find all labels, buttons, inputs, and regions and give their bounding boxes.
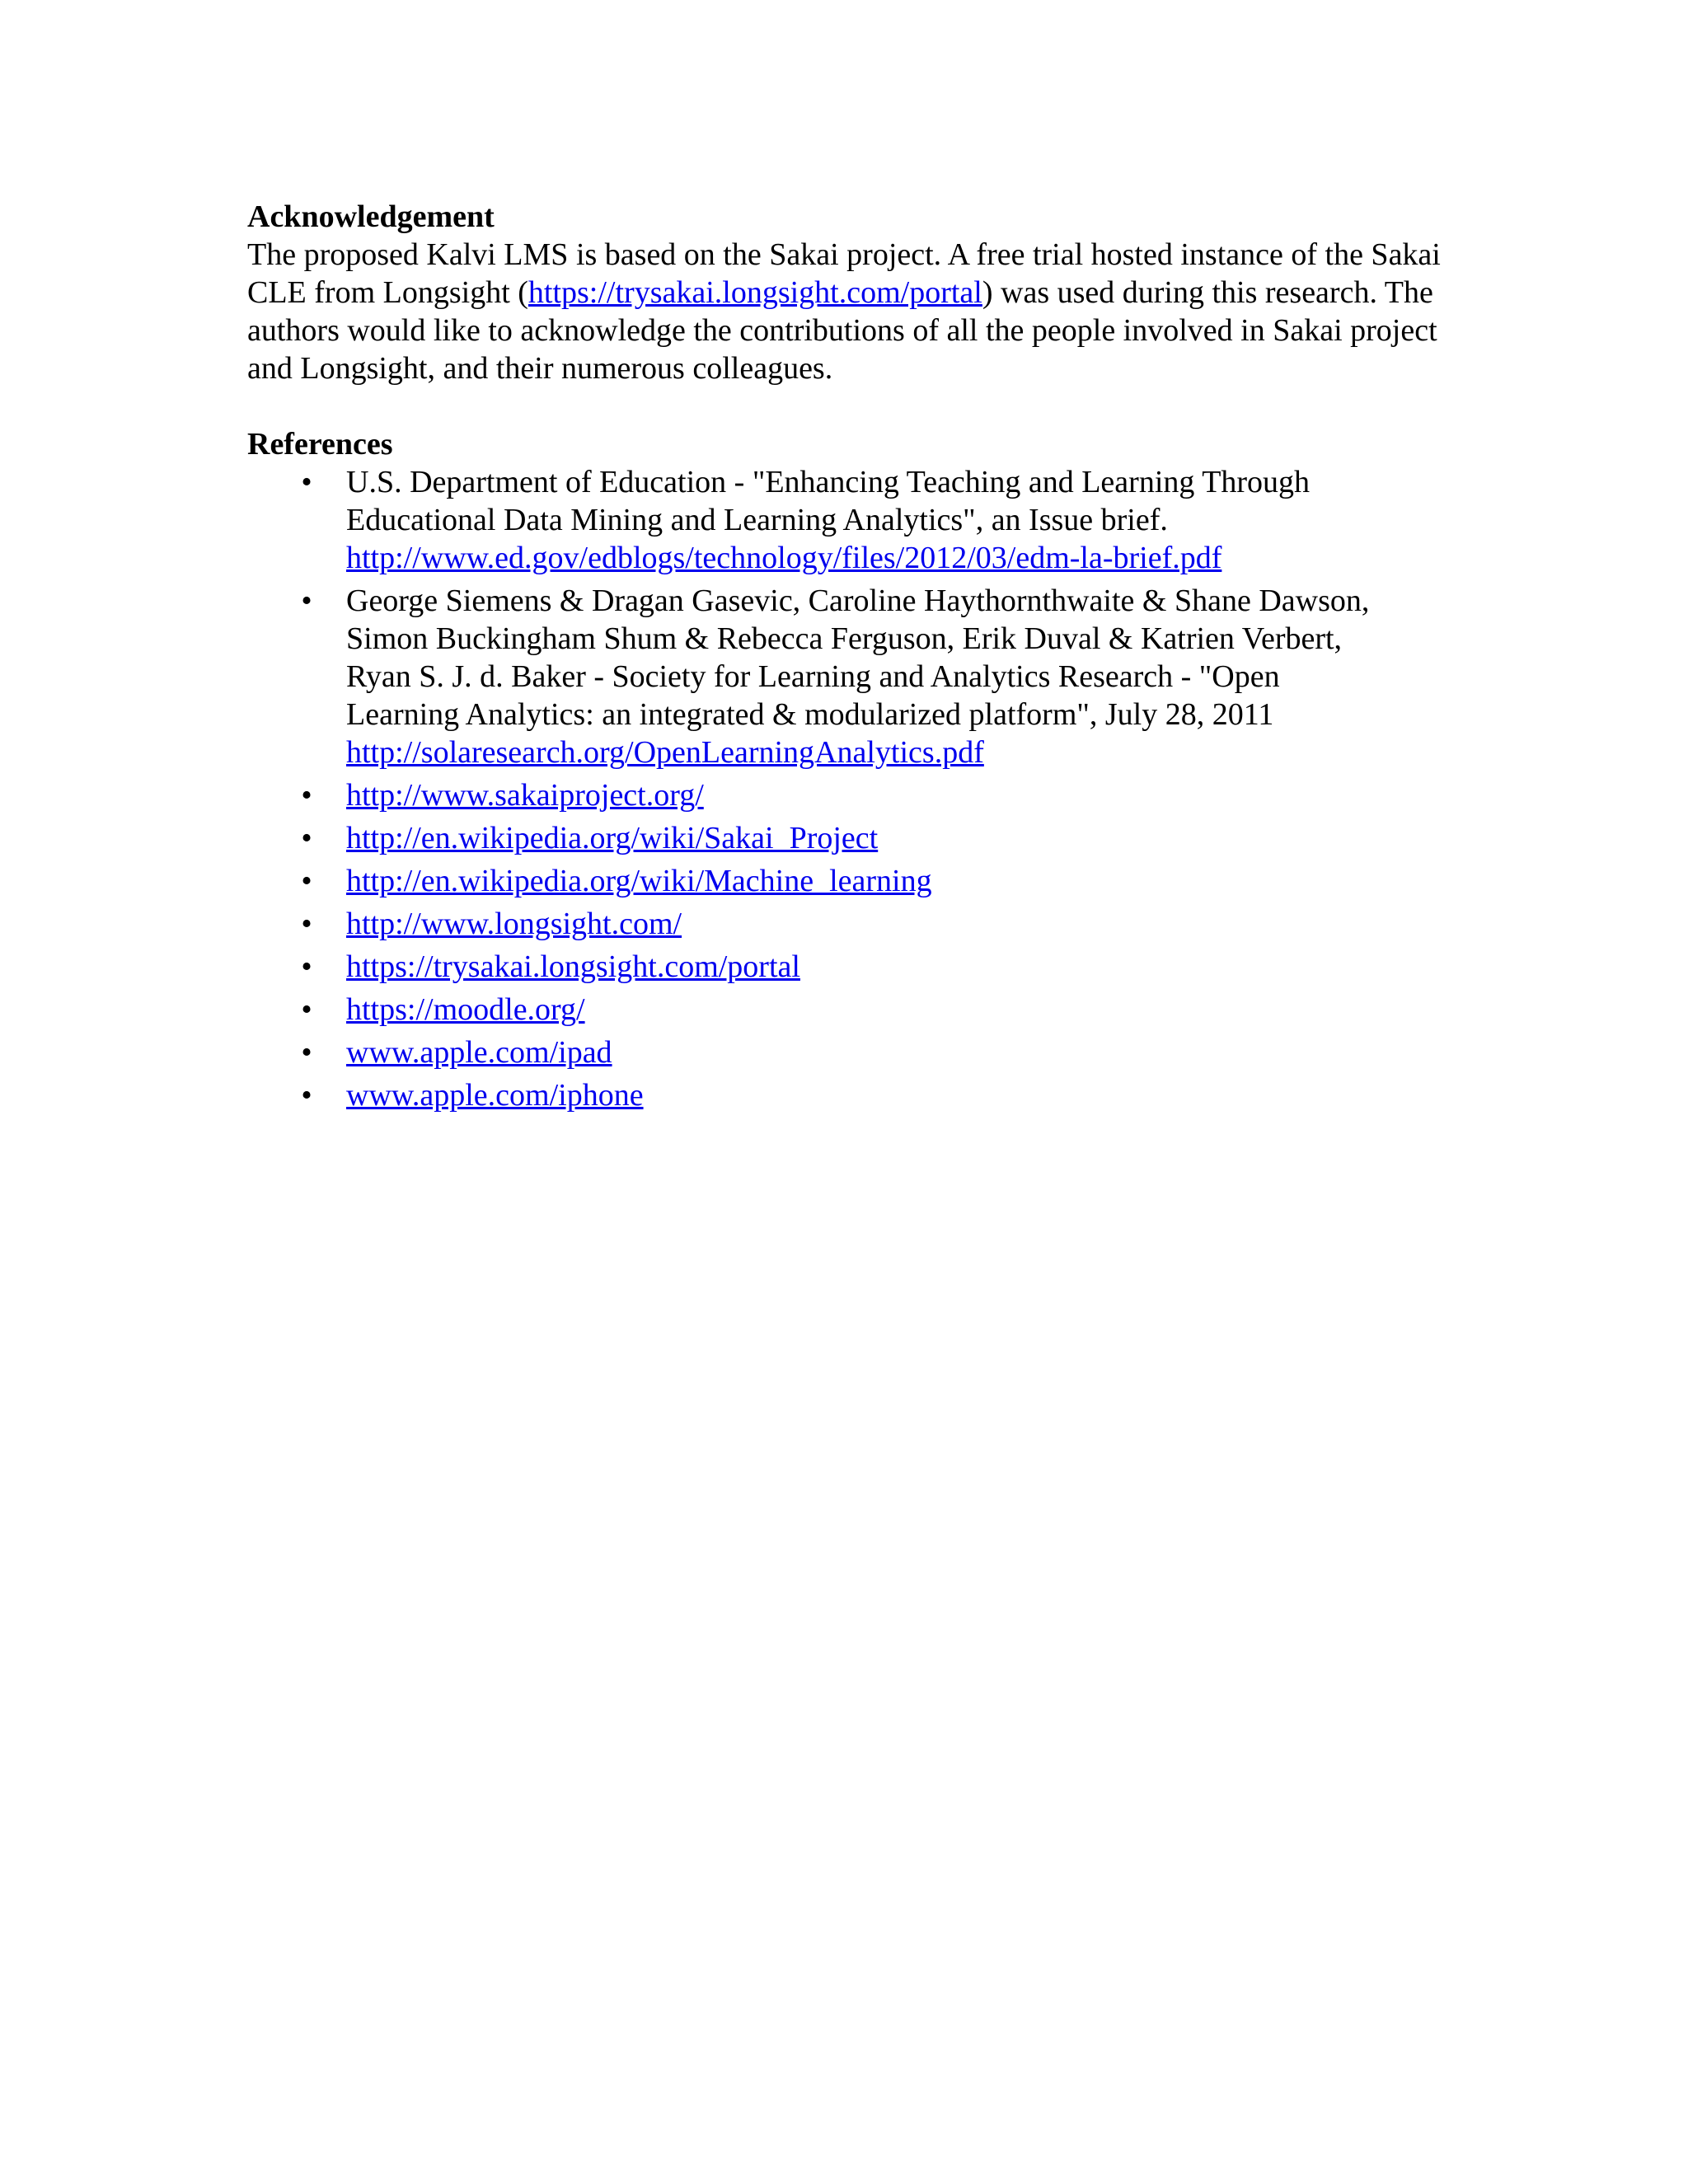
bullet-icon: • [301, 778, 312, 813]
reference-link[interactable]: http://solaresearch.org/OpenLearningAnalytics.pdf [346, 735, 984, 770]
reference-link[interactable]: www.apple.com/iphone [346, 1078, 644, 1113]
references-heading: References [247, 427, 393, 462]
acknowledgement-text-part2: ) was used during this research. The authors would like to acknowledge the contributions of all the people involved in Sakai project and Longsight, and their numerous colleagues. [247, 275, 1437, 386]
bullet-icon: • [301, 907, 312, 941]
reference-text-line: U.S. Department of Education - "Enhancing Teaching and Learning Through [346, 465, 1311, 499]
section-spacer [247, 387, 1451, 425]
bullet-icon: • [301, 583, 312, 618]
reference-item-7 [247, 948, 1451, 986]
reference-link[interactable]: www.apple.com/ipad [346, 1035, 612, 1070]
bullet-icon: • [301, 465, 312, 499]
bullet-icon: • [301, 864, 312, 898]
reference-text-line: Simon Buckingham Shum & Rebecca Ferguson, Erik Duval & Katrien Verbert, [346, 621, 1343, 656]
acknowledgement-heading: Acknowledgement [247, 199, 495, 234]
bullet-icon: • [301, 992, 312, 1027]
reference-item-10 [247, 1076, 1451, 1114]
reference-text-line: George Siemens & Dragan Gasevic, Caroline Haythornthwaite & Shane Dawson, [346, 583, 1370, 618]
bullet-icon: • [301, 949, 312, 984]
reference-link[interactable]: https://trysakai.longsight.com/portal [346, 949, 800, 984]
reference-item-1 [247, 463, 1451, 577]
reference-text-line: Educational Data Mining and Learning Analytics", an Issue brief. [346, 503, 1168, 537]
reference-text-line: Ryan S. J. d. Baker - Society for Learning and Analytics Research - "Open [346, 659, 1280, 694]
reference-item-4 [247, 819, 1451, 857]
reference-item-3 [247, 776, 1451, 814]
bullet-icon: • [301, 1035, 312, 1070]
reference-link[interactable]: http://www.sakaiproject.org/ [346, 778, 704, 813]
reference-link[interactable]: http://www.ed.gov/edblogs/technology/files/2012/03/edm-la-brief.pdf [346, 541, 1222, 575]
reference-item-9 [247, 1033, 1451, 1071]
reference-link[interactable]: http://www.longsight.com/ [346, 907, 682, 941]
bullet-icon: • [301, 1078, 312, 1113]
reference-item-8 [247, 991, 1451, 1029]
reference-link[interactable]: https://moodle.org/ [346, 992, 585, 1027]
reference-link[interactable]: http://en.wikipedia.org/wiki/Machine_learning [346, 864, 932, 898]
acknowledgement-text-part1: The proposed Kalvi LMS is based on the Sakai project. A free trial hosted instance of the Sakai CLE from Longsight ( [247, 237, 1441, 310]
bullet-icon: • [301, 821, 312, 855]
document-page [247, 198, 1451, 1119]
trysakai-link[interactable]: https://trysakai.longsight.com/portal [528, 275, 982, 310]
reference-item-2 [247, 582, 1451, 771]
acknowledgement-paragraph [247, 236, 1451, 387]
reference-item-5 [247, 862, 1451, 900]
reference-link[interactable]: http://en.wikipedia.org/wiki/Sakai_Project [346, 821, 879, 855]
references-list [247, 463, 1451, 1114]
reference-item-6 [247, 905, 1451, 943]
reference-text-line: Learning Analytics: an integrated & modularized platform", July 28, 2011 [346, 697, 1274, 732]
